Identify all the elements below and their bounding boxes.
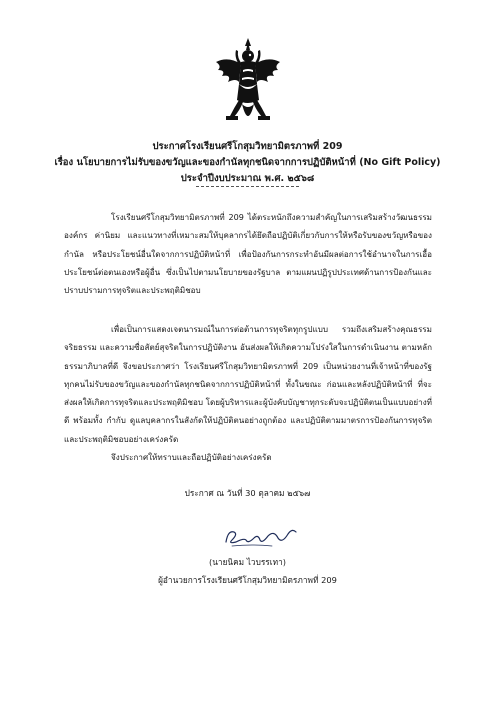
body-paragraph-1: โรงเรียนศรีโกสุมวิทยามิตรภาพที่ 209 ได้ตระหนักถึงความสำคัญในการเสริมสร้างวัฒนธรรม องค์กร ค่านิยม และแนวทางที่เหมาะสมให้บุคลากรได้ยึดถือปฏิบัติเกี่ยวกับการให้หรือรับของขวัญหรือของกำนัล หรือประโยชน์อื่นใดจากการปฏิบัติหน้าที่ เพื่อป้องกันการกระทำอันมีผลต่อการใช้อำนาจในการเอื้อประโยชน์ต่อตนเองหรือผู้อื่น ซึ่งเป็นไปตามนโยบายของรัฐบาล ตามแผนปฏิรูปประเทศด้านการป้องกันและปราบปรามการทุจริตและประพฤติมิชอบ — [64, 212, 432, 296]
fiscal-year: ประจำปีงบประมาณ พ.ศ. ๒๕๖๘ — [180, 173, 315, 184]
signer-name: (นายนิคม ไวบรรเทา) — [209, 557, 286, 567]
body-paragraph-2: เพื่อเป็นการแสดงเจตนารมณ์ในการต่อต้านการทุจริตทุกรูปแบบ รวมถึงเสริมสร้างคุณธรรม จริยธรรม และความซื่อสัตย์สุจริตในการปฏิบัติงาน อันส่งผลให้เกิดความโปร่งใสในการดำเนินงาน ตามหลักธรรมาภิบาลที่ดี จึงขอประกาศว่า โรงเรียนศรีโกสุมวิทยามิตรภาพที่ 209 เป็นหน่วยงานที่เจ้าหน้าที่ของรัฐทุกคนไม่รับของขวัญและของกำนัลทุกชนิดจากการปฏิบัติหน้าที่ ทั้งในขณะ ก่อนและหลังปฏิบัติหน้าที่ ที่จะส่งผลให้เกิดการทุจริตและประพฤติมิชอบ โดยผู้บริหารและผู้บังคับบัญชาทุกระดับจะปฏิบัติตนเป็นแบบอย่างที่ดี พร้อมทั้ง กำกับ ดูแลบุคลากรในสังกัดให้ปฏิบัติตนอย่างถูกต้อง และปฏิบัติตามมาตรการป้องกันการทุจริตและประพฤติมิชอบอย่างเคร่งครัด — [64, 324, 432, 444]
signature-image — [222, 522, 300, 550]
signer-position: ผู้อำนวยการโรงเรียนศรีโกสุมวิทยามิตรภาพที่ 209 — [158, 575, 337, 585]
divider — [196, 186, 299, 187]
garuda-emblem-icon — [212, 36, 284, 132]
announcement-subject: เรื่อง นโยบายการไม่รับของขวัญและของกำนัลทุกชนิดจากการปฏิบัติหน้าที่ (No Gift Policy) — [54, 157, 441, 168]
announcement-title: ประกาศโรงเรียนศรีโกสุมวิทยามิตรภาพที่ 209 — [152, 141, 343, 152]
announcement-date: ประกาศ ณ วันที่ 30 ตุลาคม ๒๕๖๗ — [184, 488, 311, 498]
body-paragraph-3: จึงประกาศให้ทราบและถือปฏิบัติอย่างเคร่งครัด — [111, 452, 272, 462]
